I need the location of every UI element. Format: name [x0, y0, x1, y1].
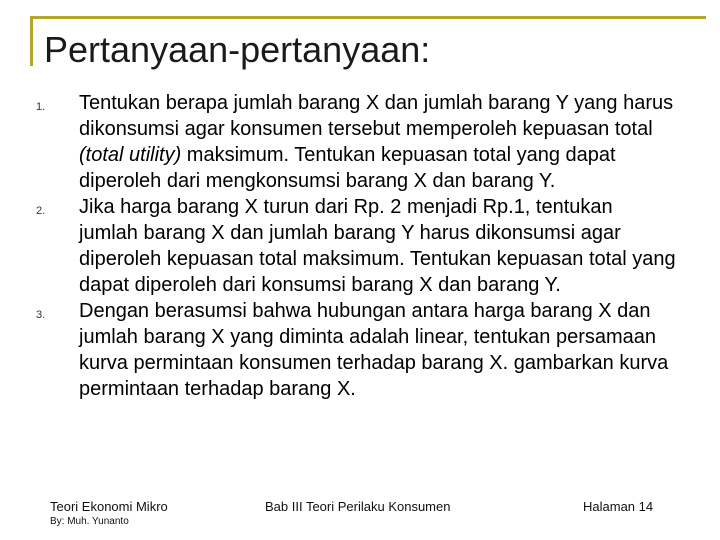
question-text-3: Dengan berasumsi bahwa hubungan antara harga barang X dan jumlah barang X yang diminta adalah linear, tentukan persamaan kurva permintaan konsumen terhadap barang X. gambarkan kurva permintaan terhadap barang X.: [79, 300, 669, 400]
question-text-1-part-1: Tentukan berapa jumlah barang X dan jumlah barang Y yang harus dikonsumsi agar konsumen tersebut memperoleh kepuasan total: [79, 92, 674, 140]
footer-chapter: Bab III Teori Perilaku Konsumen: [265, 499, 451, 514]
footer-author: By: Muh. Yunanto: [50, 516, 129, 527]
footer-course: Teori Ekonomi Mikro: [50, 499, 168, 514]
footer-page-number: Halaman 14: [583, 499, 654, 514]
question-number-1: 1.: [36, 101, 46, 113]
title-frame-top-border: [30, 16, 706, 19]
question-text-1: [79, 90, 676, 194]
question-list: [36, 90, 676, 402]
question-number-2: 2.: [36, 205, 46, 217]
question-item-3: [36, 298, 676, 402]
question-text-1-part-2: maksimum. Tentukan kepuasan total yang dapat diperoleh dari mengkonsumsi barang X dan barang Y.: [79, 144, 616, 192]
question-number-3: 3.: [36, 309, 46, 321]
title-frame-left-border: [30, 16, 33, 66]
question-text-2: Jika harga barang X turun dari Rp. 2 menjadi Rp.1, tentukan jumlah barang X dan jumlah barang Y harus dikonsumsi agar diperoleh kepuasan total maksimum. Tentukan kepuasan total yang dapat diperoleh dari konsumsi barang X dan barang Y.: [79, 196, 676, 296]
question-text-1-italic: (total utility): [79, 144, 182, 166]
slide-title: Pertanyaan-pertanyaan:: [44, 29, 431, 70]
question-item-1: [36, 90, 676, 194]
question-item-2: [36, 194, 676, 298]
